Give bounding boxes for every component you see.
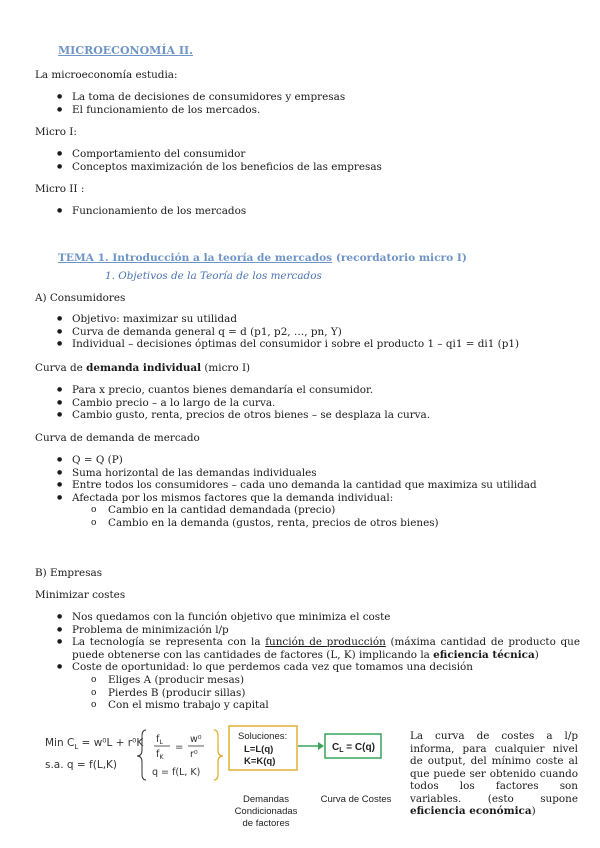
- list-item: ● Suma horizontal de las demandas individuales: [0, 467, 537, 480]
- arrow-head-icon: [318, 742, 324, 750]
- micro1-list: [0, 148, 382, 173]
- micro2-heading: Micro II :: [35, 183, 85, 195]
- document-title: MICROECONOMÍA II.: [58, 44, 193, 57]
- label-demand-3: de factores: [242, 818, 290, 829]
- list-item: ● Conceptos maximización de los beneficios de las empresas: [0, 161, 382, 174]
- list-item: ● Para x precio, cuantos bienes demandaría el consumidor.: [0, 384, 430, 397]
- right-brace: [214, 730, 223, 780]
- list-item: ● Afectada por los mismos factores que la demanda individual:: [0, 492, 537, 505]
- frac-rhs-num: w⁰: [190, 734, 202, 745]
- micro1-heading: Micro I:: [35, 126, 77, 138]
- text-bold: eficiencia económica: [410, 805, 532, 817]
- list-item: ● Funcionamiento de los mercados: [0, 205, 246, 218]
- tema-title: TEMA 1. Introducción a la teoría de mercados: [58, 252, 333, 264]
- demanda-mercado-sublist: [0, 504, 439, 529]
- intro-list: [0, 91, 345, 116]
- constraint-equation: s.a. q = f(L,K): [45, 759, 118, 771]
- list-item: ● La toma de decisiones de consumidores y empresas: [0, 91, 345, 104]
- list-item: o Pierdes B (producir sillas): [0, 687, 269, 700]
- frac-num: $f_L$: [156, 734, 163, 746]
- solutions-title: Soluciones:: [238, 731, 288, 742]
- list-item: ● Q = Q (P): [0, 454, 537, 467]
- tema-suffix: (recordatorio micro I): [332, 252, 467, 264]
- label-demand-1: Demandas: [243, 794, 289, 805]
- solution-k: K=K(q): [244, 756, 276, 767]
- consumidores-heading: A) Consumidores: [35, 292, 126, 304]
- empresas-heading: B) Empresas: [35, 567, 103, 579]
- list-item: ● Individual – decisiones óptimas del consumidor i sobre el producto 1 – qi1 = di1 (p1): [0, 338, 519, 351]
- intro-text: La microeconomía estudia:: [35, 69, 178, 81]
- text-run: La curva de costes a l/p informa, para cualquier nivel de output, del mínimo coste al que puede ser obtenido cuando todos los factores son variables. (esto supone: [410, 730, 578, 805]
- list-item: ● Entre todos los consumidores – cada uno demanda la cantidad que maximiza su utilidad: [0, 479, 537, 492]
- list-item: o Con el mismo trabajo y capital: [0, 699, 269, 712]
- side-note: [410, 730, 578, 818]
- solution-l: L=L(q): [244, 744, 274, 755]
- list-item: ● Cambio precio – a lo largo de la curva.: [0, 397, 430, 410]
- cost-equation: $C_L = C(q)$: [332, 742, 375, 754]
- text-run: Curva de: [35, 362, 87, 374]
- micro2-list: [0, 205, 246, 218]
- list-item: ● Objetivo: maximizar su utilidad: [0, 313, 519, 326]
- min-equation: Min $C_L = w^0L + r^0K$: [45, 737, 144, 751]
- text-run: ): [531, 805, 536, 817]
- list-item: o Cambio en la cantidad demandada (precio): [0, 504, 439, 517]
- demanda-individual-list: [0, 384, 430, 422]
- equals-sign: =: [175, 742, 184, 753]
- list-item: ● Comportamiento del consumidor: [0, 148, 382, 161]
- list-item: ● Nos quedamos con la función objetivo que minimiza el coste: [0, 611, 580, 624]
- text-run: (máxima cantidad de producto que puede obtenerse con las cantidades de factores (L, K) implicando la: [72, 636, 580, 661]
- list-item: ● Cambio gusto, renta, precios de otros bienes – se desplaza la curva.: [0, 409, 430, 422]
- consumidores-list: [0, 313, 519, 351]
- frac-rhs-den: r⁰: [190, 749, 198, 760]
- demanda-mercado-list: [0, 454, 537, 504]
- text-bold: eficiencia técnica: [433, 648, 535, 661]
- list-item-tecnologia: [0, 636, 580, 661]
- tema-heading: [58, 252, 467, 264]
- empresas-list: [0, 611, 580, 674]
- text-run: (micro I): [201, 362, 251, 374]
- text-underlined: función de producción: [265, 636, 386, 648]
- tema-subtitle: 1. Objetivos de la Teoría de los mercados: [105, 270, 322, 282]
- label-demand-2: Condicionadas: [234, 806, 298, 817]
- frac-den: $f_K$: [156, 749, 164, 761]
- list-item: ● Curva de demanda general q = d (p1, p2, …, pn, Y): [0, 326, 519, 339]
- text-run: ): [534, 648, 539, 661]
- list-item: o Cambio en la demanda (gustos, renta, precios de otros bienes): [0, 517, 439, 530]
- list-item: ● Coste de oportunidad: lo que perdemos cada vez que tomamos una decisión: [0, 661, 580, 674]
- list-item: ● Problema de minimización l/p: [0, 624, 580, 637]
- empresas-subheading: Minimizar costes: [35, 589, 126, 601]
- list-item: ● El funcionamiento de los mercados.: [0, 104, 345, 117]
- demanda-mercado-heading: Curva de demanda de mercado: [35, 432, 200, 444]
- label-cost-curve: Curva de Costes: [320, 794, 392, 805]
- list-item: o Eliges A (producir mesas): [0, 674, 269, 687]
- production-equation: q = f(L, K): [152, 767, 201, 778]
- demanda-individual-heading: [35, 362, 250, 375]
- cost-minimization-diagram: [0, 720, 410, 845]
- empresas-sublist: [0, 674, 269, 712]
- text-run: La tecnología se representa con la: [72, 636, 266, 648]
- text-bold: demanda individual: [86, 362, 202, 374]
